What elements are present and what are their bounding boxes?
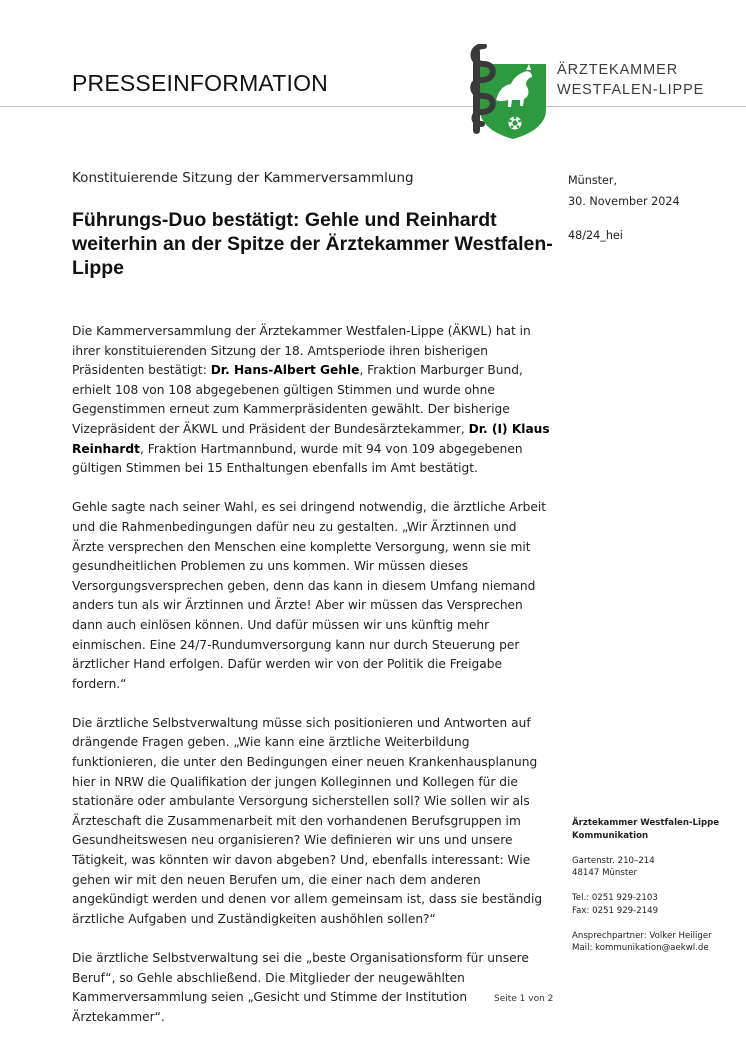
press-meta (568, 170, 680, 246)
contact-fax: Fax: 0251 929-2149 (572, 905, 659, 916)
contact-street: Gartenstr. 210–214 (572, 855, 655, 866)
contact-sidebar (572, 817, 740, 955)
contact-org: Ärztekammer Westfalen-Lippe (572, 818, 720, 828)
paragraph-1-text-a: Die Kammerversammlung der Ärztekammer Westfalen-Lippe (ÄKWL) hat in ihrer konstituierenden Sitzung der 18. Amtsperiode ihren bisherigen Präsidenten bestätigt: (72, 324, 531, 378)
meta-date: 30. November 2024 (568, 195, 680, 208)
meta-place: Münster, (568, 174, 618, 187)
article-kicker: Konstituierende Sitzung der Kammerversammlung (72, 170, 414, 186)
meta-reference: 48/24_hei (568, 229, 623, 242)
name-gehle: Dr. Hans-Albert Gehle (210, 363, 360, 378)
contact-person: Ansprechpartner: Volker Heiliger (572, 930, 712, 941)
paragraph-1-text-b: , Fraktion Marburger Bund, erhielt 108 von 108 abgegebenen gültigen Stimmen und wurde ohne Gegenstimmen erneut zum Kammerpräsidenten gewählt. Der bisherige Vizepräsident der ÄKWL und Präsident der Bundesärztekammer, (72, 363, 523, 436)
article-headline: Führungs-Duo bestätigt: Gehle und Reinhardt weiterhin an der Spitze der Ärztekammer Westfalen-Lippe (72, 209, 553, 279)
name-reinhardt: Dr. (I) Klaus Reinhardt (72, 421, 550, 456)
org-name-line-1: ÄRZTEKAMMER (557, 62, 679, 78)
contact-mail: Mail: kommunikation@aekwl.de (572, 943, 709, 953)
org-name-line-2: WESTFALEN-LIPPE (557, 82, 705, 98)
aekwl-crest-logo (466, 44, 548, 140)
paragraph-1 (72, 322, 552, 479)
article-body (72, 322, 552, 1047)
paragraph-1-text-c: , Fraktion Hartmannbund, wurde mit 94 von 109 abgegebenen gültigen Stimmen bei 15 Enthaltungen ebenfalls im Amt bestätigt. (72, 441, 523, 476)
contact-tel: Tel.: 0251 929-2103 (572, 893, 658, 903)
paragraph-4: Die ärztliche Selbstverwaltung sei die „beste Organisationsform für unsere Beruf“, so Gehle abschließend. Die Mitglieder der neugewählten Kammerversammlung seien „Gesicht und Stimme der Institution Ärztekammer“. (72, 951, 529, 1024)
contact-dept: Kommunikation (572, 830, 649, 841)
paragraph-2: Gehle sagte nach seiner Wahl, es sei dringend notwendig, die ärztliche Arbeit und die Rahmenbedingungen dafür neu zu gestalten. „Wir Ärztinnen und Ärzte versprechen den Menschen eine komplette Versorgung, wenn sie mit gesundheitlichen Problemen zu uns kommen. Wir müssen dieses Versorgungsversprechen geben, denn das kann in diesem Umfang niemand anders tun als wir Ärztinnen und Ärzte! Aber wir müssen das Versprechen dann auch einlösen können. Und dafür müssen wir uns künftig mehr einmischen. Eine 24/7-Rundumversorgung kann nur durch Steuerung per ärztlicher Hand erfolgen. Dafür werden wir von der Politik die Freigabe fordern.“ (72, 500, 547, 691)
paragraph-3: Die ärztliche Selbstverwaltung müsse sich positionieren und Antworten auf drängende Fragen geben. „Wie kann eine ärztliche Weiterbildung funktionieren, die unter den Bedingungen einer neuen Krankenhausplanung hier in NRW die Qualifikation der jungen Kolleginnen und Kollegen für die stationäre oder ambulante Versorgung sicherstellen soll? Wie sollen wir als Ärzteschaft die Zusammenarbeit mit den vorhandenen Berufsgruppen im Gesundheitswesen neu organisieren? Wie definieren wir uns und unsere Tätigkeit, was könnten wir davon abgeben? Und, ebenfalls interessant: Wie gehen wir mit den neuen Berufen um, die einer nach dem anderen angekündigt werden und denen vor allem gemeinsam ist, dass sie beständig ärztliche Aufgaben und Zuständigkeiten aushöhlen sollen?“ (72, 715, 543, 926)
page-number: Seite 1 von 2 (494, 994, 554, 1004)
header-divider (0, 106, 746, 107)
contact-city: 48147 Münster (572, 868, 638, 878)
page-title: PRESSEINFORMATION (72, 70, 328, 96)
organization-name (557, 60, 704, 100)
